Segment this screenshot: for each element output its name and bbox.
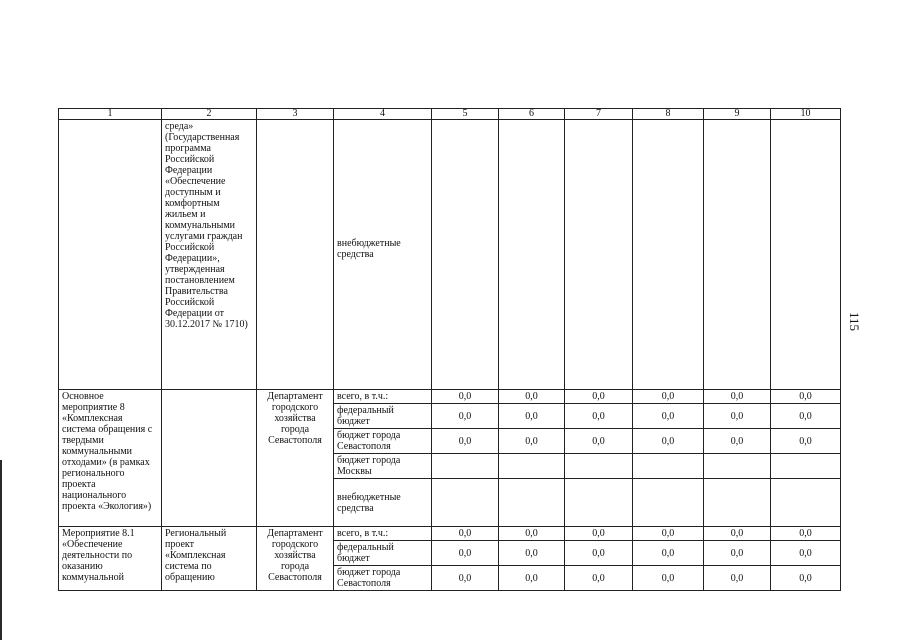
funding-source: внебюджетные средства — [334, 479, 432, 527]
value-cell: 0,0 — [771, 429, 841, 454]
value-cell: 0,0 — [565, 527, 633, 541]
value-cell: 0,0 — [499, 404, 565, 429]
value-cell: 0,0 — [499, 541, 565, 566]
value-cell: 0,0 — [565, 404, 633, 429]
empty-cell — [633, 120, 704, 390]
column-header: 4 — [334, 109, 432, 120]
funding-source: внебюджетные средства — [334, 120, 432, 390]
value-cell: 0,0 — [499, 566, 565, 591]
column-header: 5 — [432, 109, 499, 120]
value-cell: 0,0 — [704, 404, 771, 429]
empty-cell — [565, 120, 633, 390]
value-cell — [771, 454, 841, 479]
value-cell — [771, 479, 841, 527]
value-cell — [432, 454, 499, 479]
executor: Департамент городского хозяйства города Севастополя — [257, 390, 334, 527]
value-cell — [633, 454, 704, 479]
value-cell: 0,0 — [432, 390, 499, 404]
funding-source: бюджет города Москвы — [334, 454, 432, 479]
project-name — [162, 390, 257, 527]
empty-cell — [499, 120, 565, 390]
value-cell: 0,0 — [565, 566, 633, 591]
value-cell — [633, 479, 704, 527]
value-cell — [499, 479, 565, 527]
value-cell — [704, 479, 771, 527]
value-cell: 0,0 — [432, 429, 499, 454]
table-row — [59, 527, 841, 541]
funding-source: бюджет города Севастополя — [334, 566, 432, 591]
funding-source: всего, в т.ч.: — [334, 390, 432, 404]
empty-cell — [771, 120, 841, 390]
empty-cell — [432, 120, 499, 390]
value-cell: 0,0 — [704, 390, 771, 404]
value-cell: 0,0 — [499, 390, 565, 404]
value-cell: 0,0 — [633, 404, 704, 429]
funding-source: бюджет города Севастополя — [334, 429, 432, 454]
value-cell: 0,0 — [432, 527, 499, 541]
scan-edge-mark — [0, 460, 2, 640]
funding-source: федеральный бюджет — [334, 541, 432, 566]
value-cell: 0,0 — [633, 429, 704, 454]
value-cell: 0,0 — [565, 541, 633, 566]
table-body — [59, 109, 841, 591]
continuation-row — [59, 120, 841, 390]
value-cell: 0,0 — [432, 541, 499, 566]
funding-source: федеральный бюджет — [334, 404, 432, 429]
funding-source: всего, в т.ч.: — [334, 527, 432, 541]
program-text: среда» (Государственная программа Российской Федерации «Обеспечение доступным и комфортным жильем и коммунальными услугами граждан Российской Федерации», утвержденная постановлением Правительства Российской Федерации от 30.12.2017 № 1710) — [162, 120, 257, 390]
value-cell: 0,0 — [633, 527, 704, 541]
value-cell: 0,0 — [704, 566, 771, 591]
column-header: 6 — [499, 109, 565, 120]
value-cell: 0,0 — [499, 429, 565, 454]
column-header: 1 — [59, 109, 162, 120]
column-header: 7 — [565, 109, 633, 120]
activity-name: Основное мероприятие 8 «Комплексная система обращения с твердыми коммунальными отходами» (в рамках регионального проекта национального проекта «Экология») — [59, 390, 162, 527]
project-name: Региональный проект «Комплексная система по обращению — [162, 527, 257, 591]
value-cell: 0,0 — [704, 541, 771, 566]
value-cell: 0,0 — [771, 527, 841, 541]
value-cell: 0,0 — [565, 390, 633, 404]
page-number: 115 — [847, 312, 862, 332]
executor: Департамент городского хозяйства города Севастополя — [257, 527, 334, 591]
value-cell — [704, 454, 771, 479]
value-cell: 0,0 — [432, 566, 499, 591]
value-cell — [565, 479, 633, 527]
activity-name: Мероприятие 8.1 «Обеспечение деятельности по оказанию коммунальной — [59, 527, 162, 591]
empty-cell — [257, 120, 334, 390]
value-cell: 0,0 — [565, 429, 633, 454]
value-cell: 0,0 — [633, 390, 704, 404]
empty-cell — [704, 120, 771, 390]
value-cell: 0,0 — [704, 527, 771, 541]
value-cell: 0,0 — [432, 404, 499, 429]
column-header: 9 — [704, 109, 771, 120]
value-cell: 0,0 — [633, 541, 704, 566]
column-header: 10 — [771, 109, 841, 120]
value-cell — [432, 479, 499, 527]
header-row — [59, 109, 841, 120]
budget-table — [58, 108, 841, 591]
value-cell: 0,0 — [771, 404, 841, 429]
value-cell — [499, 454, 565, 479]
value-cell: 0,0 — [771, 390, 841, 404]
value-cell: 0,0 — [771, 541, 841, 566]
value-cell: 0,0 — [633, 566, 704, 591]
column-header: 3 — [257, 109, 334, 120]
column-header: 8 — [633, 109, 704, 120]
value-cell — [565, 454, 633, 479]
value-cell: 0,0 — [499, 527, 565, 541]
column-header: 2 — [162, 109, 257, 120]
value-cell: 0,0 — [704, 429, 771, 454]
value-cell: 0,0 — [771, 566, 841, 591]
table-row — [59, 390, 841, 404]
empty-cell — [59, 120, 162, 390]
